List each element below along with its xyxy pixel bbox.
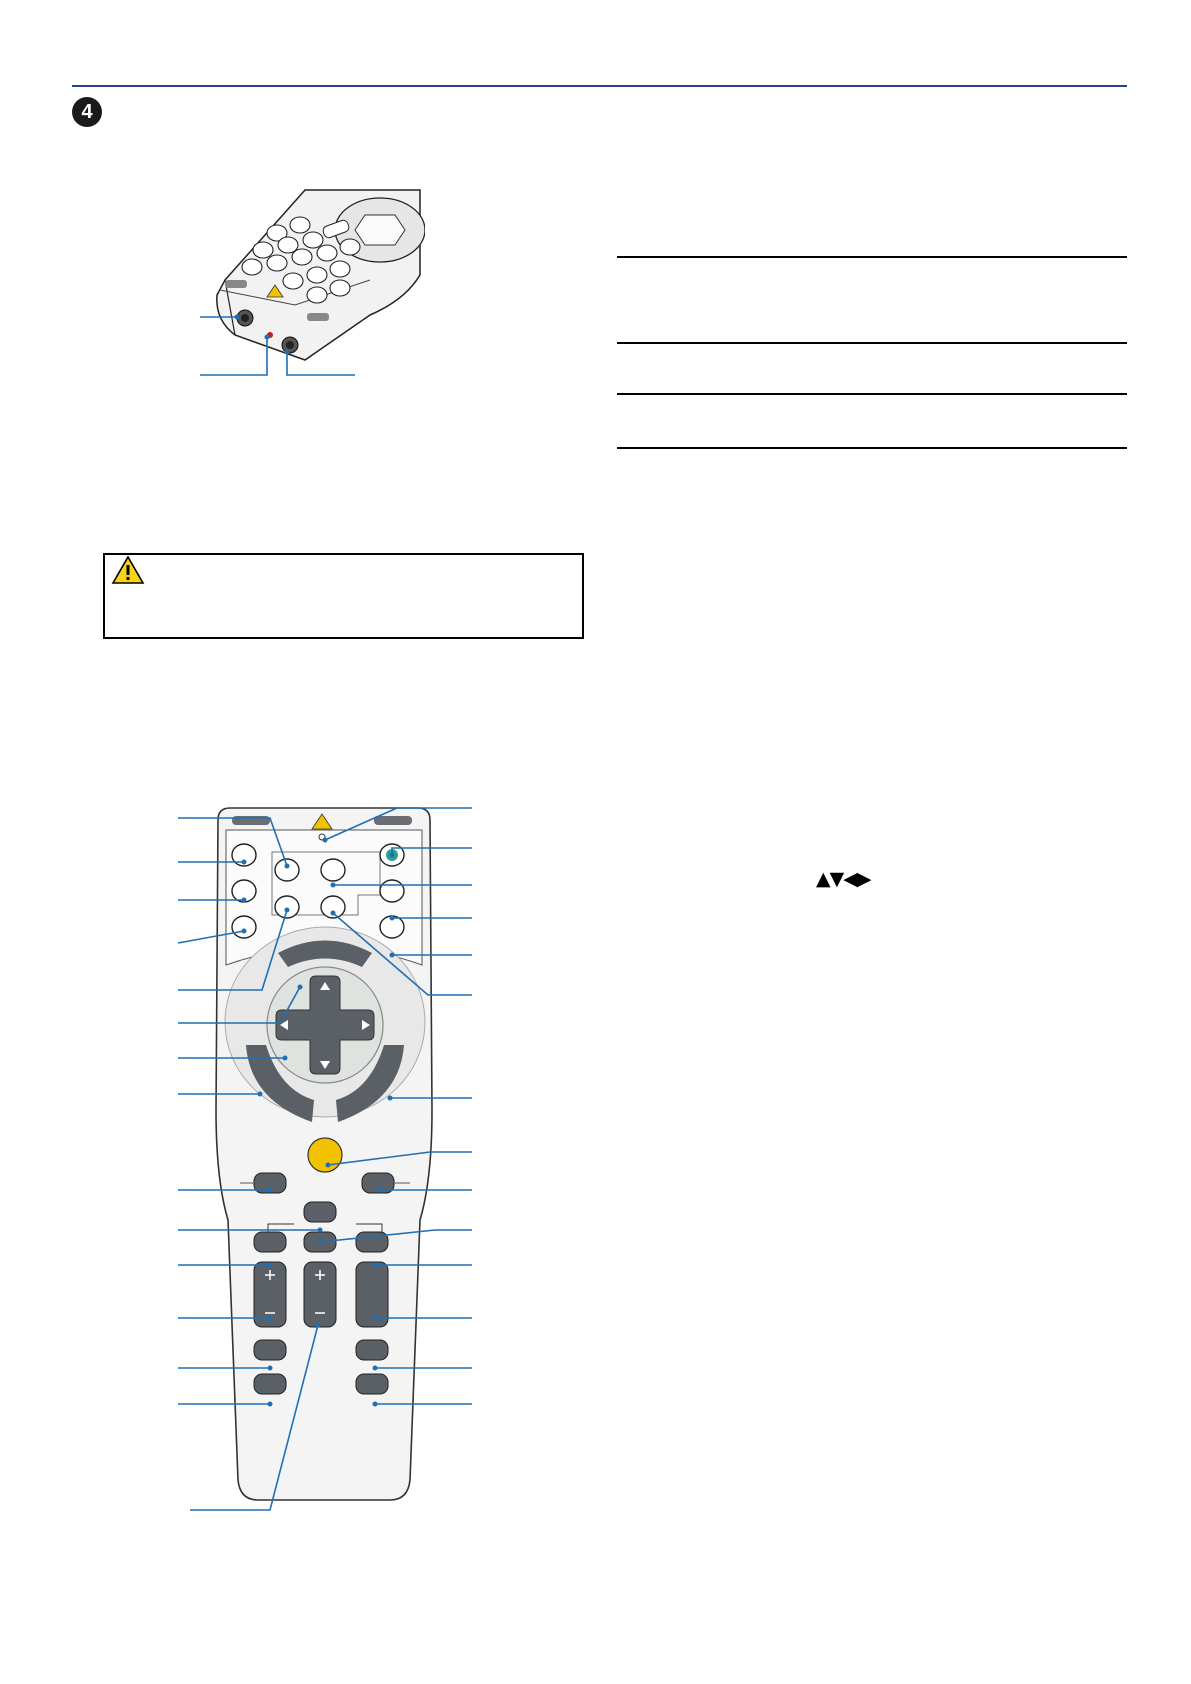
warning-triangle-icon	[111, 555, 145, 585]
top-rule	[72, 85, 1127, 87]
caution-box	[103, 553, 584, 639]
step-number-badge: 4	[72, 97, 102, 127]
remote-control-illustration	[170, 800, 480, 1540]
cursor-arrows-text: ▲▼◀▶	[816, 868, 871, 890]
table-rule-2	[617, 342, 1127, 344]
table-rule-4	[617, 447, 1127, 449]
table-rule-3	[617, 393, 1127, 395]
remote-end-illustration	[195, 185, 425, 385]
table-rule-1	[617, 256, 1127, 258]
